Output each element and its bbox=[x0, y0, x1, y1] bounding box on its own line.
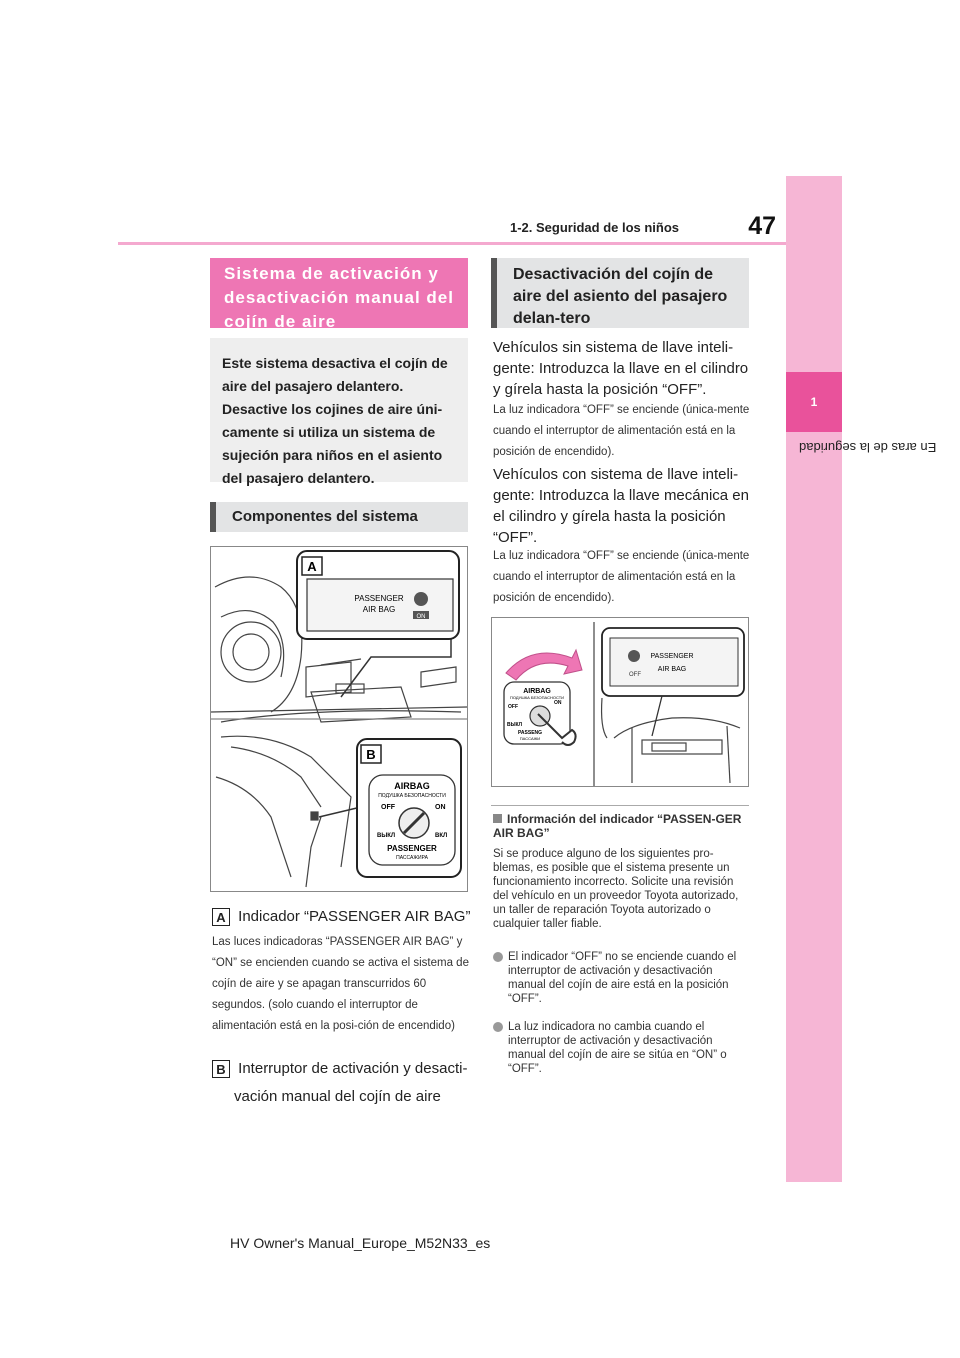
svg-text:ON: ON bbox=[435, 804, 446, 811]
components-figure bbox=[210, 546, 468, 892]
page-number: 47 bbox=[748, 212, 776, 240]
key-switch-illustration bbox=[492, 618, 748, 786]
svg-text:A: A bbox=[307, 559, 317, 574]
bullet-item-2: La luz indicadora no cambia cuando el interruptor de activación y desactivación manual del cojín de aire se sitúa en “ON” o “OFF”. bbox=[493, 1020, 749, 1076]
svg-text:ПОДУШКА БЕЗОПАСНОСТИ: ПОДУШКА БЕЗОПАСНОСТИ bbox=[509, 695, 565, 700]
dashboard-illustration bbox=[211, 547, 467, 891]
svg-text:ПАССАЖИРА: ПАССАЖИРА bbox=[396, 855, 428, 861]
item-a-description: Las luces indicadoras “PASSENGER AIR BAG” y “ON” se encienden cuando se activa el sistema de cojín de aire y se apagan transcurridos 60 segundos. (solo cuando el interruptor de alimentación está en la posi-ción de encendido) bbox=[212, 936, 469, 1032]
deactivation-heading: Desactivación del cojín de aire del asiento del pasajero delan-tero bbox=[491, 258, 749, 328]
svg-text:OFF: OFF bbox=[629, 672, 641, 678]
svg-text:B: B bbox=[366, 747, 376, 762]
svg-text:ON: ON bbox=[554, 700, 562, 706]
info-text: Si se produce alguno de los siguientes pro-blemas, es posible que el sistema presente un funcionamiento incorrecto. Solicite una revisión del vehículo en un proveedor Toyota autorizado, un taller de reparación Toyota autorizado o cualquier taller fiable. bbox=[493, 848, 739, 930]
bullet-icon bbox=[493, 1022, 503, 1032]
item-b-label: B bbox=[212, 1060, 230, 1078]
svg-text:OFF: OFF bbox=[508, 704, 518, 710]
chapter-label: En aras de la seguridad bbox=[799, 440, 937, 455]
main-heading: Sistema de activación y desactivación manual del cojín de aire bbox=[210, 258, 468, 328]
svg-text:PASSENGER: PASSENGER bbox=[650, 653, 694, 660]
note-smart-key: La luz indicadora “OFF” se enciende (única-mente cuando el interruptor de alimentación está en la posición de encendido). bbox=[493, 550, 750, 604]
svg-text:ВЫКЛ: ВЫКЛ bbox=[507, 722, 523, 728]
svg-text:ПОДУШКА БЕЗОПАСНОСТИ: ПОДУШКА БЕЗОПАСНОСТИ bbox=[378, 793, 446, 799]
item-a bbox=[212, 906, 472, 927]
svg-text:PASSENGER: PASSENGER bbox=[354, 594, 404, 603]
info-heading: Información del indicador “PASSEN-GER AIR BAG” bbox=[493, 812, 742, 840]
rotation-arrow bbox=[506, 650, 582, 680]
item-b bbox=[212, 1058, 472, 1079]
item-a-label: A bbox=[212, 908, 230, 926]
item-a-title: Indicador “PASSENGER AIR BAG” bbox=[238, 908, 471, 925]
section-title: 1-2. Seguridad de los niños bbox=[510, 220, 680, 235]
svg-text:AIRBAG: AIRBAG bbox=[394, 781, 430, 791]
svg-text:PASSENG: PASSENG bbox=[517, 730, 543, 736]
info-divider bbox=[491, 805, 749, 806]
svg-text:AIR BAG: AIR BAG bbox=[362, 605, 396, 614]
svg-text:ВЫКЛ: ВЫКЛ bbox=[377, 833, 396, 839]
switch-closeup bbox=[504, 682, 576, 745]
bullet-icon bbox=[493, 952, 503, 962]
components-heading: Componentes del sistema bbox=[210, 502, 468, 532]
svg-text:AIR BAG: AIR BAG bbox=[657, 666, 687, 673]
para-smart-key: Vehículos con sistema de llave inteli-gente: Introduzca la llave mecánica en el cilindro y gírela hasta la posición “OFF”. bbox=[493, 466, 749, 546]
svg-text:ПАССАЖИ: ПАССАЖИ bbox=[519, 736, 541, 741]
svg-text:OFF: OFF bbox=[381, 804, 395, 811]
header-rule bbox=[118, 242, 786, 245]
para-no-smart-key: Vehículos sin sistema de llave inteli-gente: Introduzca la llave en el cilindro y gírela hasta la posición “OFF”. bbox=[493, 339, 749, 398]
svg-text:ВКЛ: ВКЛ bbox=[435, 833, 448, 839]
key-turn-figure bbox=[491, 617, 749, 787]
svg-text:PASSENGER: PASSENGER bbox=[387, 844, 437, 853]
svg-text:AIRBAG: AIRBAG bbox=[523, 688, 551, 695]
item-b-title-line2: vación manual del cojín de aire bbox=[234, 1088, 441, 1105]
chapter-number: 1 bbox=[786, 372, 842, 432]
bullet-item-1: El indicador “OFF” no se enciende cuando el interruptor de activación y desactivación manual del cojín de aire está en la posición “OFF”. bbox=[493, 950, 749, 1006]
callout-a-indicator bbox=[297, 551, 459, 697]
intro-box: Este sistema desactiva el cojín de aire del pasajero delantero. Desactive los cojines de aire úni-camente si utiliza un sistema de sujeción para niños en el asiento del pasajero delantero. bbox=[210, 338, 468, 482]
square-bullet-icon bbox=[493, 814, 502, 823]
callout-b-switch bbox=[319, 739, 461, 877]
indicator-panel bbox=[602, 628, 744, 736]
chapter-label-container bbox=[786, 440, 937, 680]
footer-text: HV Owner's Manual_Europe_M52N33_es bbox=[230, 1235, 491, 1251]
item-b-title-line1: Interruptor de activación y desacti- bbox=[238, 1060, 468, 1077]
svg-text:ON: ON bbox=[416, 614, 426, 620]
note-no-smart-key: La luz indicadora “OFF” se enciende (única-mente cuando el interruptor de alimentación está en la posición de encendido). bbox=[493, 404, 750, 458]
